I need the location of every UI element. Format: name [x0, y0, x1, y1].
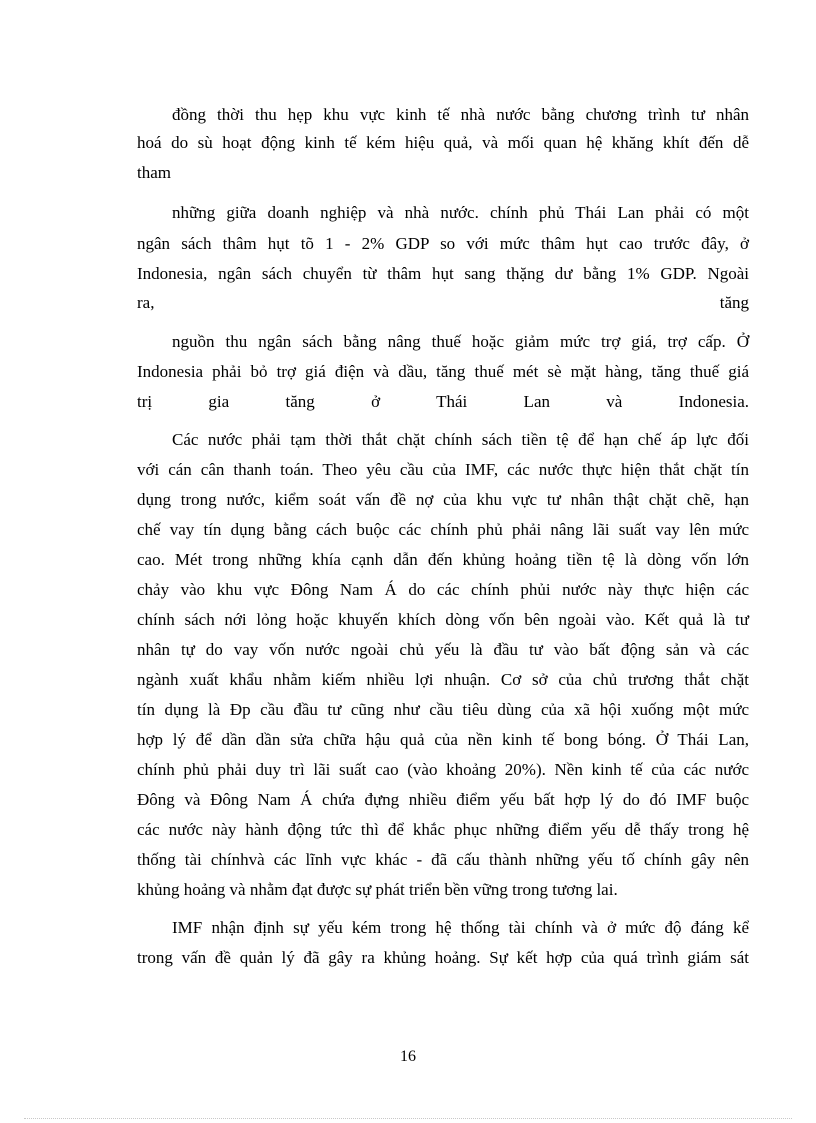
text-line: tham: [137, 163, 171, 182]
text-line: đồng thời thu hẹp khu vực kinh tế nhà nước bằng chương trình tư nhân: [172, 105, 749, 124]
text-line: hợp lý để dần dần sửa chữa hậu quả của nền kinh tế bong bóng. Ở Thái Lan,: [137, 730, 749, 749]
text-line: chính phủ phải duy trì lãi suất cao (vào khoảng 20%). Nền kinh tế của các nước: [137, 760, 749, 779]
page-bottom-divider: [24, 1118, 792, 1119]
page-number: 16: [400, 1048, 416, 1065]
text-line: ngành xuất khẩu nhằm kiếm nhiều lợi nhuận. Cơ sở của chủ trương thắt chặt: [137, 670, 749, 689]
text-line: trong vấn đề quản lý đã gây ra khủng hoảng. Sự kết hợp của quá trình giám sát: [137, 948, 749, 967]
text-line: Các nước phải tạm thời thắt chặt chính sách tiền tệ để hạn chế áp lực đối: [172, 430, 749, 449]
text-line: Đông và Đông Nam Á chứa đựng nhiều điểm yếu bất hợp lý do đó IMF buộc: [137, 790, 749, 809]
text-line: chảy vào khu vực Đông Nam Á do các chính phủi nước này thực hiện các: [137, 580, 749, 599]
text-line: nhân tự do vay vốn nước ngoài chủ yếu là đầu tư vào bất động sản và các: [137, 640, 749, 659]
text-line: chế vay tín dụng bằng cách buộc các chính phủ phải nâng lãi suất vay lên mức: [137, 520, 749, 539]
text-line: ngân sách thâm hụt tõ 1 - 2% GDP so với mức thâm hụt cao trước đây, ở: [137, 234, 749, 253]
text-line: nguồn thu ngân sách bằng nâng thuế hoặc giảm mức trợ giá, trợ cấp. Ở: [172, 332, 749, 351]
text-line: IMF nhận định sự yếu kém trong hệ thống tài chính và ở mức độ đáng kể: [172, 918, 749, 937]
text-line: trị gia tăng ở Thái Lan và Indonesia.: [137, 392, 749, 411]
text-line: các nước này hành động tức thì để khắc phục những điểm yếu dễ thấy trong hệ: [137, 820, 749, 839]
text-line: khủng hoảng và nhằm đạt được sự phát triển bền vững trong tương lai.: [137, 880, 618, 899]
text-line: cao. Mét trong những khía cạnh dẫn đến khủng hoảng tiền tệ là dòng vốn lớn: [137, 550, 749, 569]
text-line: dụng trong nước, kiểm soát vấn đề nợ của khu vực tư nhân thật chặt chẽ, hạn: [137, 490, 749, 509]
text-line: ra, tăng: [137, 293, 749, 312]
text-line: chính sách nới lỏng hoặc khuyến khích dòng vốn bên ngoài vào. Kết quả là tư: [137, 610, 749, 629]
text-line: tín dụng là Đp cầu đầu tư cũng như cầu tiêu dùng của xã hội xuống một mức: [137, 700, 749, 719]
text-line: hoá do sù hoạt động kinh tế kém hiệu quả, và mối quan hệ khăng khít đến dễ: [137, 133, 749, 152]
text-line: Indonesia, ngân sách chuyển từ thâm hụt sang thặng dư bằng 1% GDP. Ngoài: [137, 264, 749, 283]
text-line: Indonesia phải bỏ trợ giá điện và dầu, tăng thuế mét sè mặt hàng, tăng thuế giá: [137, 362, 749, 381]
text-line: thống tài chínhvà các lĩnh vực khác - đã cấu thành những yếu tố chính gây nên: [137, 850, 749, 869]
text-line: với cán cân thanh toán. Theo yêu cầu của IMF, các nước thực hiện thắt chặt tín: [137, 460, 749, 479]
text-line: những giữa doanh nghiệp và nhà nước. chính phủ Thái Lan phải có một: [172, 203, 749, 222]
